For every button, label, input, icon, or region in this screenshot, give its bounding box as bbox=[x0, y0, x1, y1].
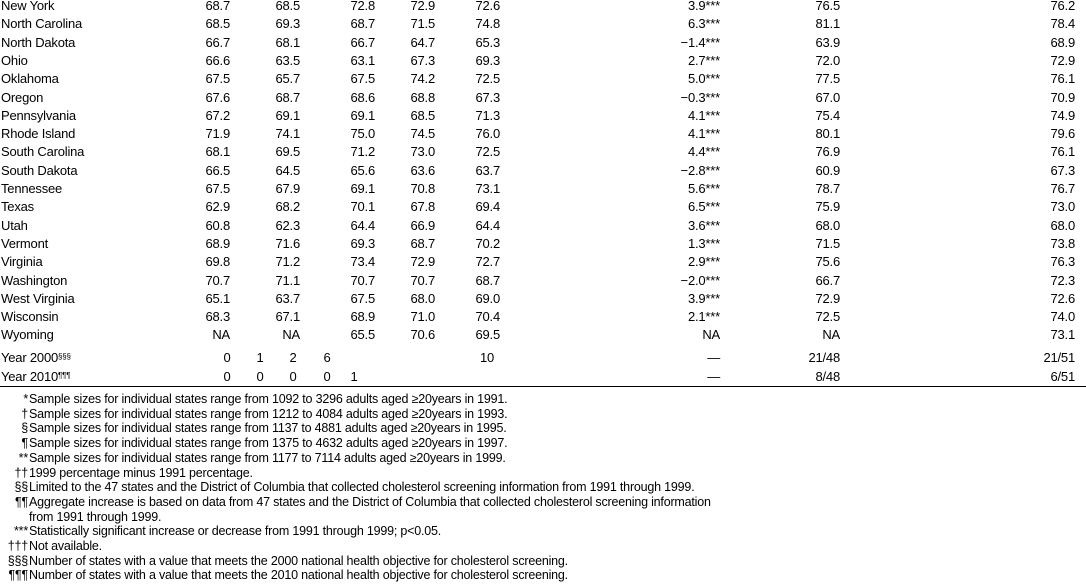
value-col8: 73.8 bbox=[1050, 235, 1075, 251]
value-1993: NA bbox=[282, 327, 300, 343]
change-value: NA bbox=[702, 327, 720, 343]
table-row bbox=[0, 308, 1086, 326]
table-row bbox=[0, 15, 1086, 33]
value-1991: 66.7 bbox=[205, 34, 230, 50]
value-1997: 68.5 bbox=[410, 107, 435, 123]
value-col7: 68.0 bbox=[815, 217, 840, 233]
change-value: 4.1*** bbox=[687, 126, 720, 142]
value-1993: 67.9 bbox=[275, 181, 300, 196]
footnote bbox=[0, 480, 1086, 495]
table-row bbox=[0, 34, 1086, 52]
value-1995: 68.9 bbox=[350, 309, 375, 325]
state-name: Texas bbox=[1, 199, 34, 215]
footnote-marker: §§ bbox=[14, 480, 28, 495]
footnote-marker: † bbox=[21, 406, 28, 421]
table-row bbox=[0, 125, 1086, 143]
value-1995: 69.3 bbox=[350, 235, 375, 251]
value-1999: 70.2 bbox=[475, 235, 500, 251]
value-1995: 67.5 bbox=[350, 71, 375, 87]
value-col7: 63.9 bbox=[815, 34, 840, 50]
value-col7: 67.0 bbox=[815, 89, 840, 105]
value-1997: 72.9 bbox=[410, 254, 435, 270]
value-col8: 74.0 bbox=[1050, 309, 1075, 325]
footnote bbox=[0, 495, 1086, 510]
change-value: 6.3*** bbox=[687, 16, 720, 32]
state-name: Washington bbox=[1, 272, 68, 288]
value-1999: 74.8 bbox=[475, 16, 500, 32]
footnote-marker: ** bbox=[18, 450, 28, 465]
value-1993: 71.2 bbox=[275, 254, 300, 270]
value-1993: 63.7 bbox=[275, 290, 300, 306]
value-1993: 68.7 bbox=[275, 89, 300, 105]
footnote-marker: * bbox=[23, 392, 28, 406]
change-value: −2.0*** bbox=[680, 272, 720, 288]
objective-row bbox=[0, 368, 1086, 386]
footnote-marker: §§§ bbox=[7, 553, 28, 568]
value-1993: 63.5 bbox=[275, 52, 300, 68]
change-value: −1.4*** bbox=[680, 34, 720, 50]
value-1995: 70.1 bbox=[350, 199, 375, 215]
value-1997: 71.5 bbox=[410, 16, 435, 32]
footnote-text: 1999 percentage minus 1991 percentage. bbox=[29, 465, 253, 480]
footnote-text: Sample sizes for individual states range from 1177 to 7114 adults aged ≥20years in 1999. bbox=[29, 450, 506, 465]
footnote-text: Statistically significant increase or decrease from 1991 through 1999; p<0.05. bbox=[29, 524, 442, 539]
value-1995: 72.8 bbox=[350, 0, 375, 13]
value-1995: 65.6 bbox=[350, 162, 375, 178]
value-col8: 67.3 bbox=[1050, 162, 1075, 178]
value-1999: 67.3 bbox=[475, 89, 500, 105]
value-1993: 69.5 bbox=[275, 144, 300, 160]
value-1995: 73.4 bbox=[350, 254, 375, 270]
table-row bbox=[0, 272, 1086, 290]
objective-label-text: Year 2000 bbox=[1, 350, 58, 365]
value-1999: 72.5 bbox=[475, 144, 500, 160]
value-1991: 70.7 bbox=[205, 272, 230, 288]
change-value: 6.5*** bbox=[687, 199, 720, 215]
footnote bbox=[0, 554, 1086, 569]
table-row bbox=[0, 0, 1086, 15]
objective-marker: §§§ bbox=[58, 352, 71, 361]
footnote-text: Sample sizes for individual states range from 1212 to 4084 adults aged ≥20years in 1993. bbox=[29, 406, 508, 421]
value-1997: 68.0 bbox=[410, 290, 435, 306]
footnote-text: Sample sizes for individual states range from 1092 to 3296 adults aged ≥20years in 1991. bbox=[29, 392, 508, 406]
change-value: 5.0*** bbox=[687, 71, 720, 87]
value-1995: 70.7 bbox=[350, 272, 375, 288]
value-1991: 67.5 bbox=[205, 71, 230, 87]
state-name: Ohio bbox=[1, 52, 28, 68]
value-1995: 64.4 bbox=[350, 217, 375, 233]
value-1991: 68.3 bbox=[205, 309, 230, 325]
value-1999: 72.5 bbox=[475, 71, 500, 87]
value-1999: 69.3 bbox=[475, 52, 500, 68]
value-col7: 75.4 bbox=[815, 107, 840, 123]
value-1993: 68.1 bbox=[275, 34, 300, 50]
footnote bbox=[0, 436, 1086, 451]
value-col8: 76.1 bbox=[1050, 71, 1075, 87]
objective-label bbox=[1, 368, 70, 386]
table-row bbox=[0, 290, 1086, 308]
change-value: 3.9*** bbox=[687, 290, 720, 306]
state-name: Tennessee bbox=[1, 181, 63, 196]
footnote-text: Sample sizes for individual states range from 1137 to 4881 adults aged ≥20years in 1995. bbox=[29, 421, 507, 436]
footnote bbox=[0, 407, 1086, 422]
state-name: New York bbox=[1, 0, 55, 13]
value-1993: 71.1 bbox=[275, 272, 300, 288]
objective-count: 0 bbox=[289, 369, 297, 384]
state-name: North Carolina bbox=[1, 16, 83, 32]
value-col8: 72.9 bbox=[1050, 52, 1075, 68]
value-col8: 6/51 bbox=[1050, 369, 1075, 384]
footnote-text: Number of states with a value that meets the 2000 national health objective for cholesterol screening. bbox=[29, 553, 568, 568]
footnote bbox=[0, 466, 1086, 481]
value-1993: 69.1 bbox=[275, 107, 300, 123]
value-1999: 71.3 bbox=[475, 107, 500, 123]
state-name: Wisconsin bbox=[1, 309, 59, 325]
state-name: Oregon bbox=[1, 89, 44, 105]
value-1999: 69.4 bbox=[475, 199, 500, 215]
state-name: Wyoming bbox=[1, 327, 54, 343]
value-1999: 68.7 bbox=[475, 272, 500, 288]
value-1999: 69.5 bbox=[475, 327, 500, 343]
value-col8: 79.6 bbox=[1050, 126, 1075, 142]
value-col8: 76.3 bbox=[1050, 254, 1075, 270]
value-1995: 75.0 bbox=[350, 126, 375, 142]
value-col8: 68.9 bbox=[1050, 34, 1075, 50]
state-name: Virginia bbox=[1, 254, 43, 270]
objective-count: 1 bbox=[350, 369, 358, 384]
footnote-text: Not available. bbox=[29, 539, 102, 553]
footnote-marker: ¶¶ bbox=[14, 494, 28, 509]
change-value: −2.8*** bbox=[680, 162, 720, 178]
value-col7: 8/48 bbox=[815, 369, 840, 384]
value-1995: 68.6 bbox=[350, 89, 375, 105]
value-1997: 63.6 bbox=[410, 162, 435, 178]
objective-label-text: Year 2010 bbox=[1, 369, 58, 384]
value-1993: 65.7 bbox=[275, 71, 300, 87]
value-1997: 68.7 bbox=[410, 235, 435, 251]
value-col7: 76.9 bbox=[815, 144, 840, 160]
table-row bbox=[0, 107, 1086, 125]
value-1997: 67.3 bbox=[410, 52, 435, 68]
value-1997: 74.5 bbox=[410, 126, 435, 142]
value-1993: 74.1 bbox=[275, 126, 300, 142]
table-row bbox=[0, 235, 1086, 253]
value-col7: 76.5 bbox=[815, 0, 840, 13]
value-1997: 72.9 bbox=[410, 0, 435, 13]
value-1991: 68.5 bbox=[205, 16, 230, 32]
change-value: — bbox=[707, 350, 720, 365]
value-1991: 60.8 bbox=[205, 217, 230, 233]
value-col7: 78.7 bbox=[815, 181, 840, 196]
value-col8: 78.4 bbox=[1050, 16, 1075, 32]
footnote-marker: § bbox=[21, 421, 28, 436]
change-value: — bbox=[707, 369, 720, 384]
value-1993: 64.5 bbox=[275, 162, 300, 178]
value-col7: 75.9 bbox=[815, 199, 840, 215]
value-1999: 73.1 bbox=[475, 181, 500, 196]
value-1993: 62.3 bbox=[275, 217, 300, 233]
state-name: South Dakota bbox=[1, 162, 78, 178]
value-col8: 21/51 bbox=[1043, 350, 1075, 365]
objective-count: 2 bbox=[289, 350, 297, 365]
state-name: Pennsylvania bbox=[1, 107, 76, 123]
value-col7: 81.1 bbox=[815, 16, 840, 32]
table-row bbox=[0, 89, 1086, 107]
objective-count: 0 bbox=[323, 369, 331, 384]
value-1997: 67.8 bbox=[410, 199, 435, 215]
table-row bbox=[0, 326, 1086, 344]
state-name: Oklahoma bbox=[1, 71, 59, 87]
table-row bbox=[0, 198, 1086, 216]
value-1991: 62.9 bbox=[205, 199, 230, 215]
state-name: West Virginia bbox=[1, 290, 75, 306]
state-name: North Dakota bbox=[1, 34, 76, 50]
footnote-text: Limited to the 47 states and the District of Columbia that collected cholesterol screening information from 1991 through 1999. bbox=[29, 480, 695, 495]
value-1991: 65.1 bbox=[205, 290, 230, 306]
footnote-text: Sample sizes for individual states range from 1375 to 4632 adults aged ≥20years in 1997. bbox=[29, 436, 508, 451]
value-1999: 70.4 bbox=[475, 309, 500, 325]
value-col8: 73.1 bbox=[1050, 327, 1075, 343]
value-col7: 80.1 bbox=[815, 126, 840, 142]
value-1999: 72.7 bbox=[475, 254, 500, 270]
value-col7: 21/48 bbox=[808, 350, 840, 365]
value-col8: 76.2 bbox=[1050, 0, 1075, 13]
table-row bbox=[0, 52, 1086, 70]
value-1991: NA bbox=[212, 327, 230, 343]
footnote-marker: ††† bbox=[7, 539, 28, 553]
value-1997: 70.7 bbox=[410, 272, 435, 288]
change-value: 3.9*** bbox=[687, 0, 720, 13]
value-col8: 73.0 bbox=[1050, 199, 1075, 215]
change-value: 2.1*** bbox=[687, 309, 720, 325]
change-value: −0.3*** bbox=[680, 89, 720, 105]
table-row bbox=[0, 143, 1086, 161]
value-1999: 76.0 bbox=[475, 126, 500, 142]
footnote-marker: †† bbox=[14, 465, 28, 480]
value-1993: 68.5 bbox=[275, 0, 300, 13]
value-1995: 63.1 bbox=[350, 52, 375, 68]
table-row bbox=[0, 70, 1086, 88]
value-col8: 70.9 bbox=[1050, 89, 1075, 105]
objective-count: 0 bbox=[223, 350, 231, 365]
objective-marker: ¶¶¶ bbox=[58, 371, 71, 380]
value-1999: 63.7 bbox=[475, 162, 500, 178]
value-1991: 67.5 bbox=[205, 181, 230, 196]
table-row bbox=[0, 217, 1086, 235]
value-col7: 60.9 bbox=[815, 162, 840, 178]
table-bottom-rule bbox=[0, 386, 1086, 387]
change-value: 4.4*** bbox=[687, 144, 720, 160]
value-1999: 69.0 bbox=[475, 290, 500, 306]
value-col7: 72.5 bbox=[815, 309, 840, 325]
value-1995: 69.1 bbox=[350, 181, 375, 196]
table-row bbox=[0, 180, 1086, 198]
footnote bbox=[0, 392, 1086, 407]
state-name: Utah bbox=[1, 217, 28, 233]
value-1993: 71.6 bbox=[275, 235, 300, 251]
objective-count: 6 bbox=[323, 350, 331, 365]
value-1995: 71.2 bbox=[350, 144, 375, 160]
value-1997: 64.7 bbox=[410, 34, 435, 50]
objective-count: 10 bbox=[480, 350, 495, 365]
objective-count: 0 bbox=[223, 369, 231, 384]
value-1997: 73.0 bbox=[410, 144, 435, 160]
value-1991: 68.7 bbox=[205, 0, 230, 13]
value-col7: 71.5 bbox=[815, 235, 840, 251]
footnote bbox=[0, 568, 1086, 583]
value-1995: 67.5 bbox=[350, 290, 375, 306]
objective-count: 1 bbox=[256, 350, 264, 365]
value-1999: 65.3 bbox=[475, 34, 500, 50]
footnote-marker: ¶ bbox=[21, 436, 28, 451]
value-col8: 74.9 bbox=[1050, 107, 1075, 123]
value-col7: 72.9 bbox=[815, 290, 840, 306]
value-col8: 68.0 bbox=[1050, 217, 1075, 233]
value-1995: 68.7 bbox=[350, 16, 375, 32]
footnote bbox=[0, 451, 1086, 466]
value-1991: 69.8 bbox=[205, 254, 230, 270]
objective-label bbox=[1, 349, 71, 367]
footnote-text: Number of states with a value that meets the 2010 national health objective for cholesterol screening. bbox=[29, 568, 568, 583]
value-1997: 70.6 bbox=[410, 327, 435, 343]
value-1995: 69.1 bbox=[350, 107, 375, 123]
footnote bbox=[0, 510, 1086, 525]
value-1997: 70.8 bbox=[410, 181, 435, 196]
footnote-text: Aggregate increase is based on data from 47 states and the District of Columbia that collected cholesterol screening information bbox=[29, 494, 711, 509]
value-1991: 67.2 bbox=[205, 107, 230, 123]
value-1997: 68.8 bbox=[410, 89, 435, 105]
footnote-text: from 1991 through 1999. bbox=[29, 509, 162, 524]
value-col7: 66.7 bbox=[815, 272, 840, 288]
footnote bbox=[0, 421, 1086, 436]
objective-count: 0 bbox=[256, 369, 264, 384]
change-value: 5.6*** bbox=[687, 181, 720, 196]
value-1993: 68.2 bbox=[275, 199, 300, 215]
change-value: 1.3*** bbox=[687, 235, 720, 251]
value-1991: 67.6 bbox=[205, 89, 230, 105]
objective-row bbox=[0, 349, 1086, 367]
footnote-marker: ¶¶¶ bbox=[8, 568, 28, 583]
value-1991: 68.9 bbox=[205, 235, 230, 251]
change-value: 3.6*** bbox=[687, 217, 720, 233]
value-col8: 76.7 bbox=[1050, 181, 1075, 196]
table-row bbox=[0, 162, 1086, 180]
state-name: South Carolina bbox=[1, 144, 85, 160]
value-1991: 71.9 bbox=[205, 126, 230, 142]
change-value: 2.7*** bbox=[687, 52, 720, 68]
value-col7: NA bbox=[822, 327, 840, 343]
value-1993: 67.1 bbox=[275, 309, 300, 325]
value-1991: 66.5 bbox=[205, 162, 230, 178]
value-1995: 66.7 bbox=[350, 34, 375, 50]
value-col7: 75.6 bbox=[815, 254, 840, 270]
value-col8: 76.1 bbox=[1050, 144, 1075, 160]
state-name: Rhode Island bbox=[1, 126, 76, 142]
value-1991: 68.1 bbox=[205, 144, 230, 160]
value-1999: 72.6 bbox=[475, 0, 500, 13]
table-row bbox=[0, 253, 1086, 271]
value-1997: 66.9 bbox=[410, 217, 435, 233]
state-name: Vermont bbox=[1, 235, 49, 251]
footnote bbox=[0, 539, 1086, 554]
value-1995: 65.5 bbox=[350, 327, 375, 343]
value-col8: 72.6 bbox=[1050, 290, 1075, 306]
footnote-marker: *** bbox=[14, 524, 28, 539]
value-col7: 77.5 bbox=[815, 71, 840, 87]
footnote bbox=[0, 524, 1086, 539]
value-1997: 71.0 bbox=[410, 309, 435, 325]
change-value: 4.1*** bbox=[687, 107, 720, 123]
value-col8: 72.3 bbox=[1050, 272, 1075, 288]
change-value: 2.9*** bbox=[687, 254, 720, 270]
value-1991: 66.6 bbox=[205, 52, 230, 68]
value-col7: 72.0 bbox=[815, 52, 840, 68]
value-1999: 64.4 bbox=[475, 217, 500, 233]
value-1997: 74.2 bbox=[410, 71, 435, 87]
value-1993: 69.3 bbox=[275, 16, 300, 32]
